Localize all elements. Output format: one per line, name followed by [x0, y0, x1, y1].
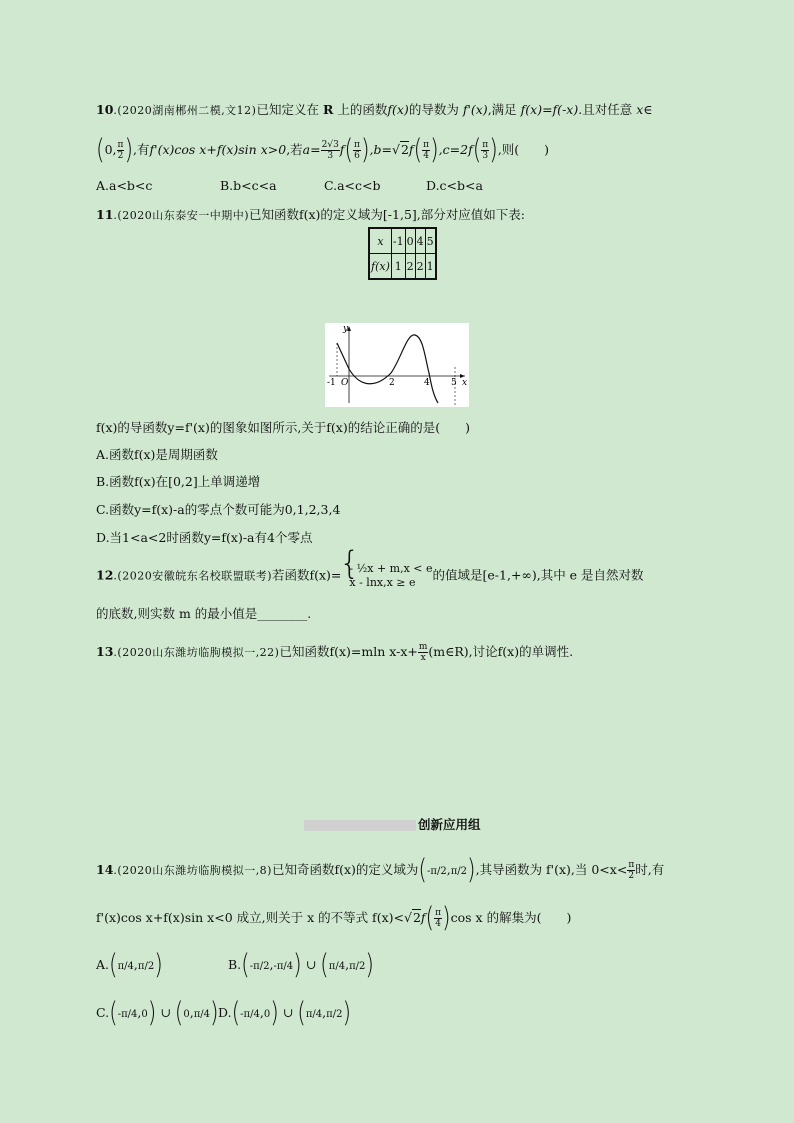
table-row: f(x) 1 2 2 1 [369, 254, 436, 280]
q11-line1: 11.(2020山东泰安一中期中)已知函数f(x)的定义域为[-1,5],部分对应值如下表: [96, 207, 525, 222]
y-axis-label: y [343, 324, 349, 334]
tick-label-5: 5 [451, 378, 457, 388]
q13-number: 13 [96, 644, 114, 659]
q14-number: 14 [96, 862, 114, 877]
section-banner-bar [304, 820, 416, 831]
q10-option-c: C.a<c<b [324, 178, 381, 193]
q11-description: f(x)的导函数y=f'(x)的图象如图所示,关于f(x)的结论正确的是( ) [96, 420, 470, 435]
q13-source: .(2020山东潍坊临朐模拟一,22) [113, 646, 280, 659]
q10-line1: 10.(2020湖南郴州二模,文12)已知定义在 R 上的函数f(x)的导数为 f'(x),满足 f(x)=f(-x).且对任意 x∈ [96, 102, 653, 117]
q12-source: .(2020安徽皖东名校联盟联考) [113, 569, 272, 583]
tick-label-4: 4 [424, 378, 430, 388]
q11-option-b: B.函数f(x)在[0,2]上单调递增 [96, 474, 261, 489]
q10-source: .(2020湖南郴州二模,文12) [113, 104, 257, 117]
tick-label-minus1: -1 [327, 378, 336, 388]
x-axis-label: x [462, 378, 468, 388]
q12-piecewise: { - ½x + m,x < e x - lnx,x ≥ e [341, 562, 432, 590]
q12-line2: 的底数,则实数 m 的最小值是________. [96, 606, 312, 621]
q14-source: .(2020山东潍坊临朐模拟一,8) [113, 864, 272, 877]
q10-option-b: B.b<c<a [220, 178, 277, 193]
q11-source: .(2020山东泰安一中期中) [113, 209, 249, 222]
q13-line: 13.(2020山东潍坊临朐模拟一,22)已知函数f(x)=mln x-x+ $\frac{m}{x}$ (m∈R),讨论f(x)的单调性. [96, 642, 574, 663]
q14-option-d: D.(-π/4,0) ∪ (π/4,π/2) [218, 997, 352, 1029]
q10-options [96, 176, 483, 196]
q11-value-table [368, 227, 437, 280]
table-row: x -1 0 4 5 [369, 228, 436, 254]
q14-option-b: B.(-π/2,-π/4) ∪ (π/4,π/2) [228, 949, 374, 981]
q11-option-d: D.当1<a<2时函数y=f(x)-a有4个零点 [96, 530, 313, 545]
q12-line1: 12.(2020安徽皖东名校联盟联考)若函数f(x)= { - ½x + m,x < e x - lnx,x ≥ e 的值域是[e-1,+∞),其中 e 是自然对数 [96, 562, 644, 590]
tick-label-2: 2 [389, 378, 395, 388]
q11-option-a: A.函数f(x)是周期函数 [96, 447, 218, 462]
q10-option-d: D.c<b<a [426, 178, 483, 193]
q14-line2: f'(x)cos x+f(x)sin x<0 成立,则关于 x 的不等式 f(x)<√2f( $\frac{\pi}{4}$ )cos x 的解集为( ) [96, 902, 572, 934]
q11-option-c: C.函数y=f(x)-a的零点个数可能为0,1,2,3,4 [96, 502, 341, 517]
origin-label: O [341, 378, 349, 388]
q11-derivative-graph [325, 323, 469, 407]
q12-number: 12 [96, 567, 114, 583]
q14-option-c: C.(-π/4,0) ∪ (0,π/4) [96, 997, 219, 1029]
q14-option-a: A.(π/4,π/2) [96, 949, 163, 981]
q14-line1: 14.(2020山东潍坊临朐模拟一,8)已知奇函数f(x)的定义域为(-π/2,π/2),其导函数为 f'(x),当 0<x< $\frac{\pi}{2}$ 时,有 [96, 854, 665, 886]
q11-number: 11 [96, 207, 114, 222]
q10-line2: (0, $\frac{\pi}{2}$ ),有f'(x)cos x+f(x)sin x>0,若a= $\frac{2√3}{3}$ f( $\frac{\pi}{6}$ ),b=√2f( $\frac{\pi}{4}$ ),c=2f( $\frac{\pi}{3}$ ),则( ) [96, 134, 550, 166]
section-title: 创新应用组 [418, 817, 481, 832]
q10-number: 10 [96, 102, 114, 117]
q10-option-a: A.a<b<c [96, 178, 153, 193]
